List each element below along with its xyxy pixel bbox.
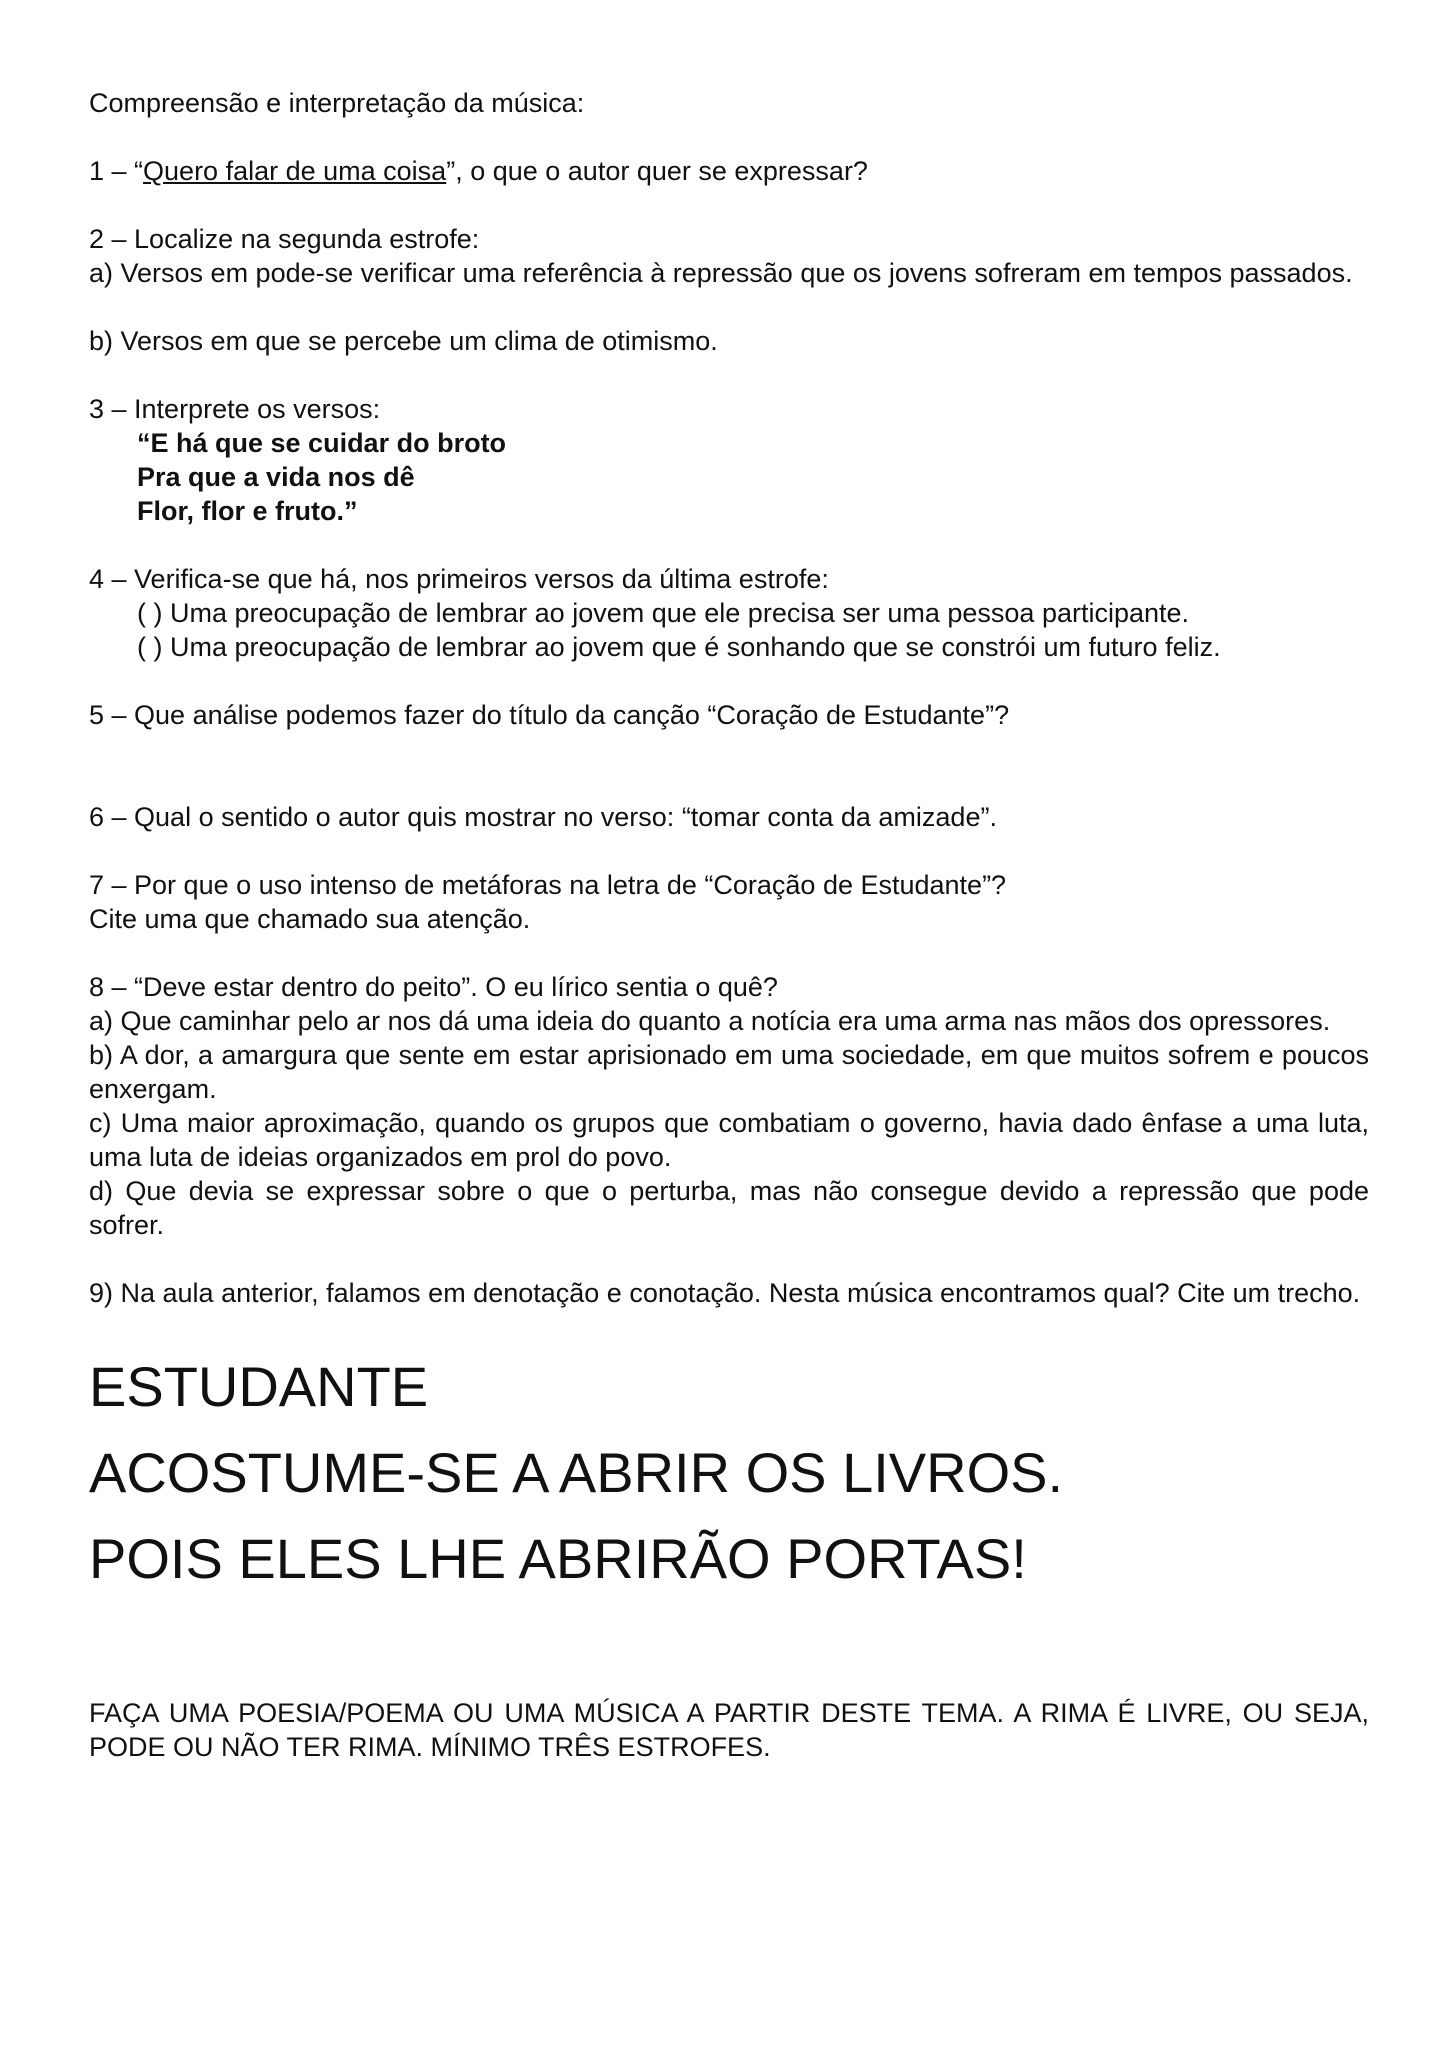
poem-verse: Pra que a vida nos dê <box>137 462 415 492</box>
question-8-prompt: 8 – “Deve estar dentro do peito”. O eu lírico sentia o quê? <box>89 972 778 1002</box>
question-4-option: ( ) Uma preocupação de lembrar ao jovem que é sonhando que se constrói um futuro feliz. <box>137 632 1221 662</box>
question-3 <box>89 392 1369 528</box>
question-1-suffix: ”, o que o autor quer se expressar? <box>446 156 868 186</box>
banner-line-3: POIS ELES LHE ABRIRÃO PORTAS! <box>89 1527 1027 1590</box>
question-7-line-2: Cite uma que chamado sua atenção. <box>89 904 531 934</box>
question-2 <box>89 222 1369 358</box>
question-6: 6 – Qual o sentido o autor quis mostrar no verso: “tomar conta da amizade”. <box>89 802 997 832</box>
question-5: 5 – Que análise podemos fazer do título da canção “Coração de Estudante”? <box>89 700 1010 730</box>
page-heading: Compreensão e interpretação da música: <box>89 88 585 118</box>
banner-line-1: ESTUDANTE <box>89 1355 429 1418</box>
assignment-instructions: FAÇA UMA POESIA/POEMA OU UMA MÚSICA A PARTIR DESTE TEMA. A RIMA É LIVRE, OU SEJA, PODE OU NÃO TER RIMA. MÍNIMO TRÊS ESTROFES. <box>89 1698 1369 1762</box>
question-2-option-b: b) Versos em que se percebe um clima de otimismo. <box>89 326 718 356</box>
question-4-prompt: 4 – Verifica-se que há, nos primeiros versos da última estrofe: <box>89 564 829 594</box>
question-7-line-1: 7 – Por que o uso intenso de metáforas na letra de “Coração de Estudante”? <box>89 870 1007 900</box>
question-4 <box>89 562 1369 664</box>
question-7 <box>89 868 1369 936</box>
question-1-prefix: 1 – “ <box>89 156 144 186</box>
question-8 <box>89 970 1369 1242</box>
poem-verse: Flor, flor e fruto.” <box>137 496 358 526</box>
question-1-quote: Quero falar de uma coisa <box>143 156 447 186</box>
document-page <box>89 86 1369 1764</box>
question-8-option: a) Que caminhar pelo ar nos dá uma ideia do quanto a notícia era uma arma nas mãos dos opressores. <box>89 1006 1331 1036</box>
question-1 <box>89 154 1369 188</box>
question-8-option: d) Que devia se expressar sobre o que o perturba, mas não consegue devido a repressão que pode sofrer. <box>89 1176 1369 1240</box>
question-9: 9) Na aula anterior, falamos em denotação e conotação. Nesta música encontramos qual? Cite um trecho. <box>89 1278 1361 1308</box>
banner-line-2: ACOSTUME-SE A ABRIR OS LIVROS. <box>89 1441 1064 1504</box>
question-4-option: ( ) Uma preocupação de lembrar ao jovem que ele precisa ser uma pessoa participante. <box>137 598 1190 628</box>
question-8-option: b) A dor, a amargura que sente em estar aprisionado em uma sociedade, em que muitos sofrem e poucos enxergam. <box>89 1040 1369 1104</box>
question-2-prompt: 2 – Localize na segunda estrofe: <box>89 224 480 254</box>
question-8-option: c) Uma maior aproximação, quando os grupos que combatiam o governo, havia dado ênfase a uma luta, uma luta de ideias organizados em prol do povo. <box>89 1108 1369 1172</box>
question-2-option-a: a) Versos em pode-se verificar uma referência à repressão que os jovens sofreram em tempos passados. <box>89 258 1353 288</box>
poem-verse: “E há que se cuidar do broto <box>137 428 507 458</box>
question-3-prompt: 3 – Interprete os versos: <box>89 394 381 424</box>
